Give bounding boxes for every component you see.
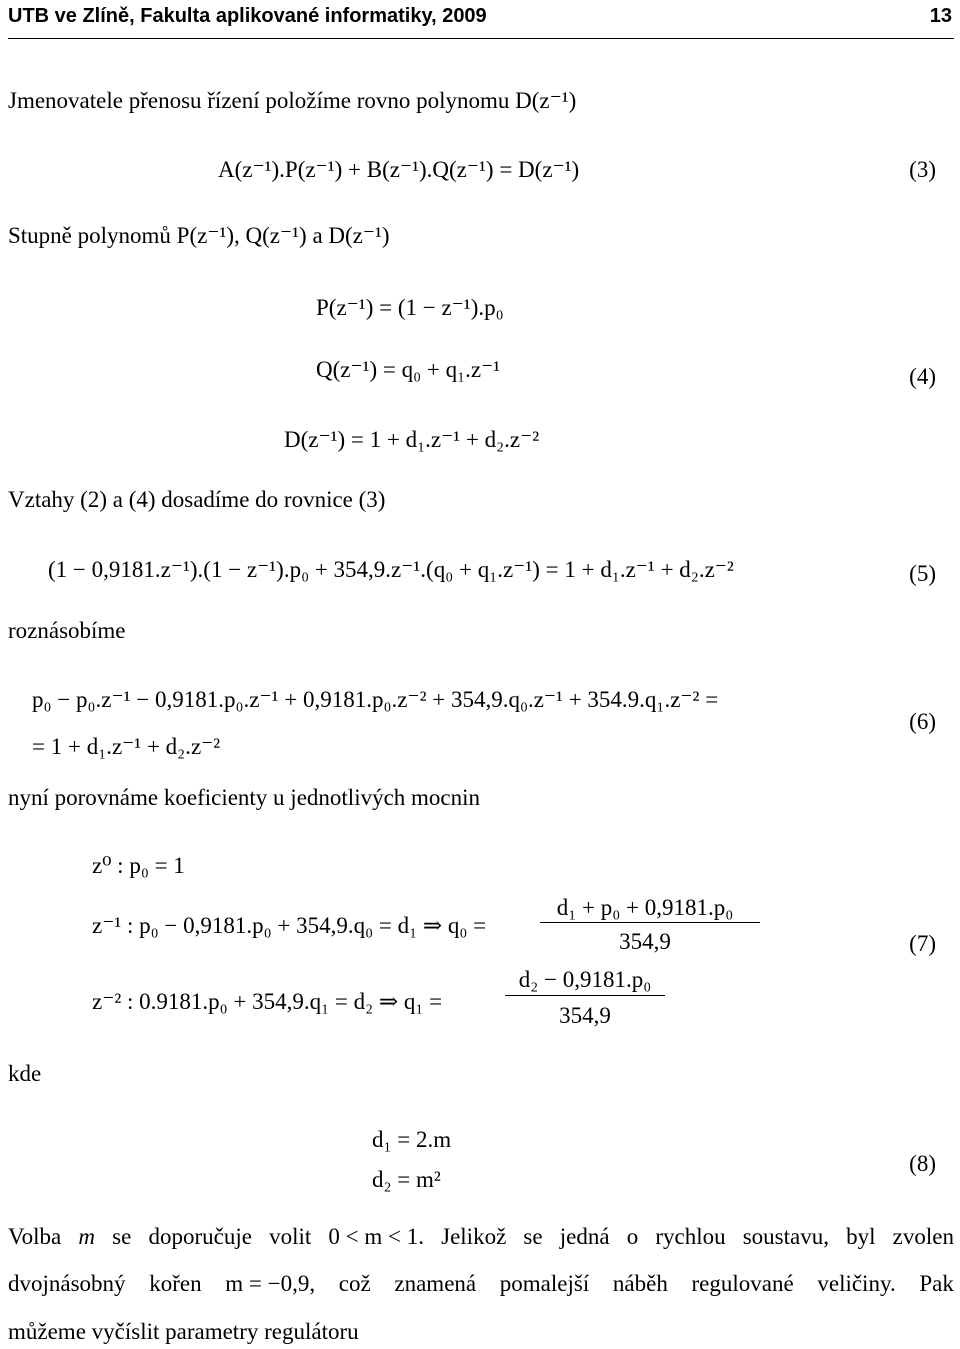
word: jedná — [559, 1224, 610, 1249]
word: soustavu, — [742, 1224, 829, 1249]
word: náběh — [612, 1271, 668, 1296]
equation-7c-fraction-bar — [505, 995, 665, 996]
equation-7-number: (7) — [909, 931, 936, 956]
paragraph-substitute: Vztahy (2) a (4) dosadíme do rovnice (3) — [8, 487, 386, 512]
word: m — [78, 1224, 96, 1249]
equation-5: (1 − 0,9181.z⁻¹).(1 − z⁻¹).p₀ + 354,9.z⁻¹.(q₀ + q₁.z⁻¹) = 1 + d₁.z⁻¹ + d₂.z⁻² — [48, 557, 734, 582]
word: dvojnásobný — [8, 1271, 126, 1296]
equation-8b: d₂ = m² — [372, 1167, 441, 1192]
word: kořen — [149, 1271, 202, 1296]
equation-7a: z⁰ : p₀ = 1 — [92, 853, 185, 878]
word: Jelikož — [441, 1224, 507, 1249]
word: doporučuje — [148, 1224, 252, 1249]
word: volit — [269, 1224, 312, 1249]
word: se — [112, 1224, 132, 1249]
word: Pak — [919, 1271, 954, 1296]
paragraph-compute: můžeme vyčíslit parametry regulátoru — [8, 1319, 359, 1344]
word: pomalejší — [499, 1271, 590, 1296]
page-number: 13 — [929, 5, 952, 27]
equation-6-number: (6) — [909, 709, 936, 734]
equation-3: A(z⁻¹).P(z⁻¹) + B(z⁻¹).Q(z⁻¹) = D(z⁻¹) — [218, 157, 580, 182]
page-header — [8, 0, 954, 39]
word: zvolen — [892, 1224, 954, 1249]
word: m = −0,9, — [225, 1271, 316, 1296]
word: což — [338, 1271, 371, 1296]
paragraph-choice-line-2 — [8, 1270, 954, 1298]
paragraph-intro: Jmenovatele přenosu řízení položíme rovno polynomu D(z⁻¹) — [8, 88, 577, 113]
word: 0 < m < 1. — [328, 1224, 424, 1249]
word: se — [523, 1224, 543, 1249]
equation-7b-fraction-bar — [540, 922, 760, 923]
word: byl — [846, 1224, 876, 1249]
word: o — [626, 1224, 639, 1249]
equation-5-number: (5) — [909, 561, 936, 586]
word: znamená — [394, 1271, 477, 1296]
equation-6b: = 1 + d₁.z⁻¹ + d₂.z⁻² — [32, 734, 221, 759]
paragraph-degrees: Stupně polynomů P(z⁻¹), Q(z⁻¹) a D(z⁻¹) — [8, 223, 390, 248]
word: veličiny. — [817, 1271, 896, 1296]
equation-4c: D(z⁻¹) = 1 + d₁.z⁻¹ + d₂.z⁻² — [284, 427, 540, 452]
equation-7c: z⁻² : 0.9181.p₀ + 354,9.q₁ = d₂ ⇒ q₁ = — [92, 989, 443, 1014]
equation-7b-denominator: 354,9 — [619, 929, 671, 954]
equation-7b-numerator: d₁ + p₀ + 0,9181.p₀ — [556, 895, 734, 920]
word: regulované — [691, 1271, 794, 1296]
equation-4a: P(z⁻¹) = (1 − z⁻¹).p₀ — [316, 295, 504, 320]
header-title: UTB ve Zlíně, Fakulta aplikované informatiky, 2009 — [8, 5, 487, 27]
equation-8-number: (8) — [909, 1151, 936, 1176]
paragraph-multiply: roznásobíme — [8, 618, 126, 643]
equation-6a: p₀ − p₀.z⁻¹ − 0,9181.p₀.z⁻¹ + 0,9181.p₀.z⁻² + 354,9.q₀.z⁻¹ + 354.9.q₁.z⁻² = — [32, 687, 719, 712]
equation-3-number: (3) — [909, 157, 936, 182]
equation-4-number: (4) — [909, 364, 936, 389]
word: Volba — [8, 1224, 62, 1249]
equation-8a: d₁ = 2.m — [372, 1127, 452, 1152]
paragraph-where: kde — [8, 1061, 42, 1086]
equation-7c-numerator: d₂ − 0,9181.p₀ — [518, 967, 652, 992]
equation-7c-denominator: 354,9 — [559, 1003, 611, 1028]
equation-7b: z⁻¹ : p₀ − 0,9181.p₀ + 354,9.q₀ = d₁ ⇒ q₀ = — [92, 913, 487, 938]
equation-4b: Q(z⁻¹) = q₀ + q₁.z⁻¹ — [316, 357, 501, 382]
paragraph-choice-line-1 — [8, 1223, 954, 1251]
word: rychlou — [655, 1224, 726, 1249]
paragraph-compare: nyní porovnáme koeficienty u jednotlivých mocnin — [8, 785, 481, 810]
